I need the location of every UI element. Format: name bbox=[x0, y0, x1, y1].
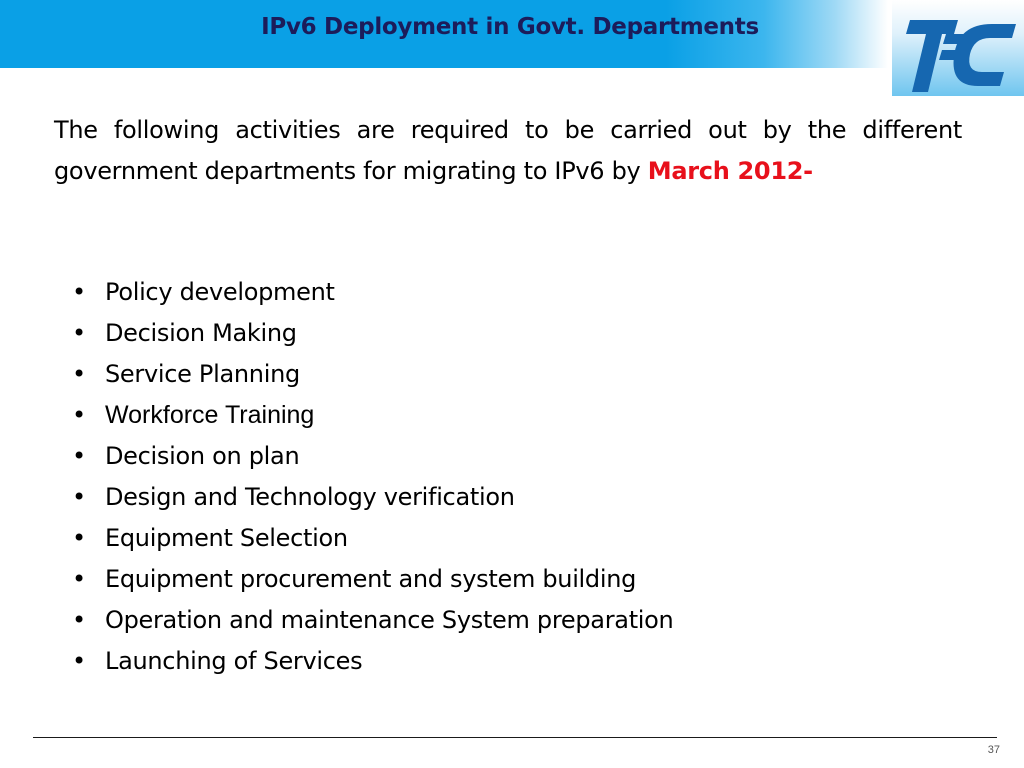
bullet: • bbox=[72, 360, 86, 388]
list-item bbox=[72, 600, 673, 641]
list-item-text: Equipment procurement and system building bbox=[105, 565, 637, 593]
activity-list bbox=[72, 272, 673, 682]
list-item-text: Design and Technology verification bbox=[105, 483, 515, 511]
bullet: • bbox=[72, 442, 86, 470]
list-item bbox=[72, 436, 673, 477]
list-item-text: Equipment Selection bbox=[105, 524, 348, 552]
list-item-text: Decision on plan bbox=[105, 442, 300, 470]
bullet: • bbox=[72, 278, 86, 306]
list-item bbox=[72, 518, 673, 559]
slide-title: IPv6 Deployment in Govt. Departments bbox=[261, 14, 759, 40]
list-item bbox=[72, 354, 673, 395]
list-item-text: Workforce Training bbox=[105, 401, 315, 429]
list-item-text: Launching of Services bbox=[105, 647, 363, 675]
list-item bbox=[72, 477, 673, 518]
list-item bbox=[72, 641, 673, 682]
list-item bbox=[72, 395, 673, 436]
list-item-text: Operation and maintenance System preparation bbox=[105, 606, 674, 634]
bullet: • bbox=[72, 565, 86, 593]
bullet: • bbox=[72, 524, 86, 552]
list-item-text: Service Planning bbox=[105, 360, 300, 388]
bullet: • bbox=[72, 647, 86, 675]
intro-text: The following activities are required to be carried out by the different government departments for migrating to IPv6 by bbox=[54, 116, 962, 185]
bullet: • bbox=[72, 401, 86, 429]
tec-logo bbox=[892, 0, 1024, 96]
deadline-highlight: March 2012- bbox=[647, 157, 813, 185]
page-number: 37 bbox=[987, 744, 1000, 756]
bullet: • bbox=[72, 483, 86, 511]
intro-paragraph bbox=[54, 110, 962, 192]
tec-logo-mark bbox=[892, 0, 1024, 96]
bullet: • bbox=[72, 606, 86, 634]
list-item bbox=[72, 559, 673, 600]
footer-divider bbox=[33, 737, 997, 738]
list-item bbox=[72, 313, 673, 354]
list-item-text: Policy development bbox=[105, 278, 335, 306]
list-item bbox=[72, 272, 673, 313]
bullet: • bbox=[72, 319, 86, 347]
list-item-text: Decision Making bbox=[105, 319, 297, 347]
